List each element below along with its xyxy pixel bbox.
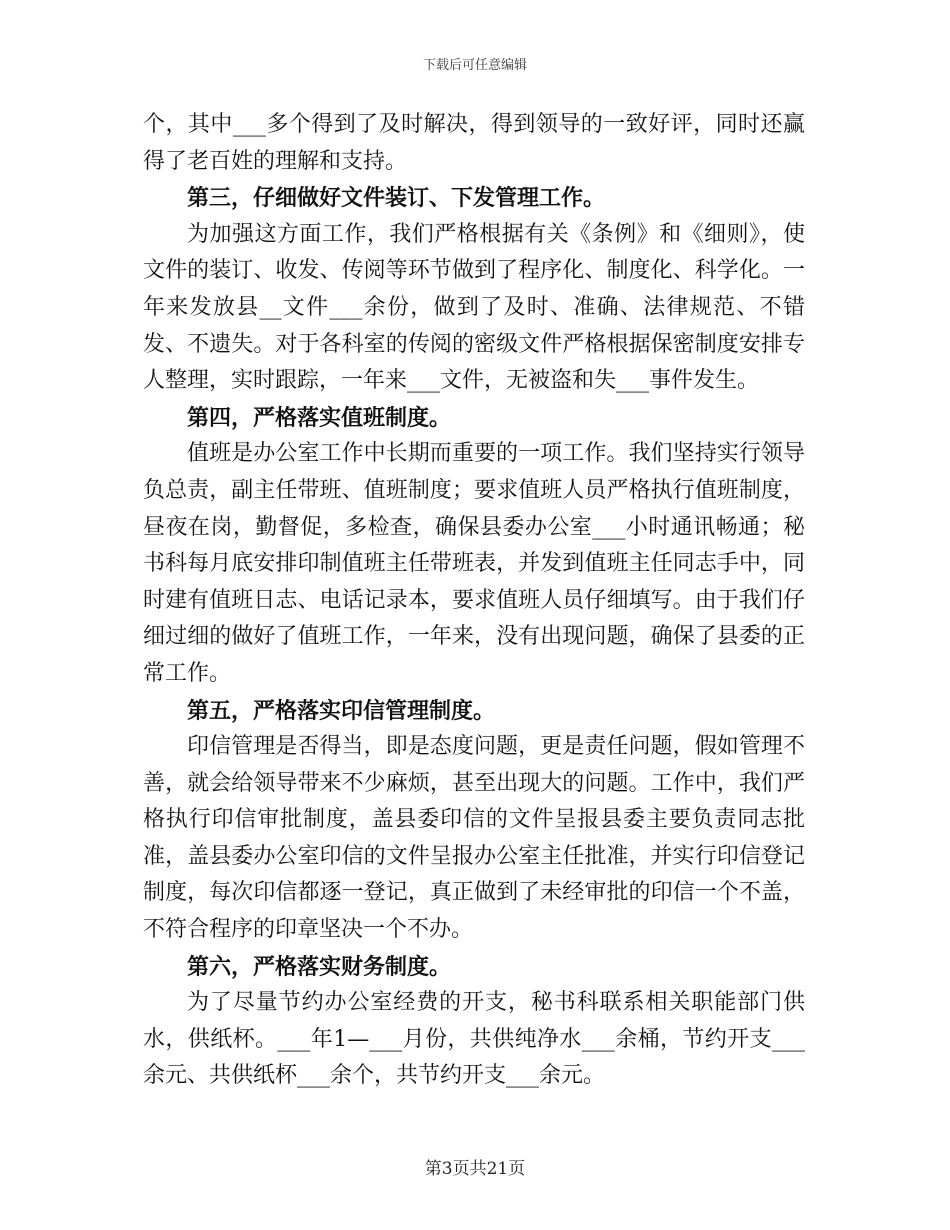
paragraph-finance: 为了尽量节约办公室经费的开支，秘书科联系相关职能部门供水，供纸杯。___年1—___月份，共供纯净水___余桶，节约开支___余元、共供纸杯___余个，共节约开支___余元。 (143, 990, 805, 1089)
document-body (143, 107, 805, 1095)
paragraph-continuation: 个，其中___多个得到了及时解决，得到领导的一致好评，同时还赢得了老百姓的理解和支持。 (143, 112, 805, 174)
section-heading-3: 第三，仔细做好文件装订、下发管理工作。 (187, 185, 606, 212)
paragraph-seal: 印信管理是否得当，即是态度问题，更是责任问题，假如管理不善，就会给领导带来不少麻烦，甚至出现大的问题。工作中，我们严格执行印信审批制度，盖县委印信的文件呈报县委主要负责同志批准，盖县委办公室印信的文件呈报办公室主任批准，并实行印信登记制度，每次印信都逐一登记，真正做到了未经审批的印信一个不盖，不符合程序的印章坚决一个不办。 (143, 734, 805, 943)
section-heading-6: 第六，严格落实财务制度。 (187, 953, 452, 980)
section-heading-4: 第四，严格落实值班制度。 (187, 404, 452, 431)
page-header: 下载后可任意编辑 (422, 58, 527, 73)
paragraph-duty: 值班是办公室工作中长期而重要的一项工作。我们坚持实行领导负总责，副主任带班、值班制度；要求值班人员严格执行值班制度，昼夜在岗，勤督促，多检查，确保县委办公室___小时通讯畅通；秘书科每月底安排印制值班主任带班表，并发到值班主任同志手中，同时建有值班日志、电话记录本，要求值班人员仔细填写。由于我们仔细过细的做好了值班工作，一年来，没有出现问题，确保了县委的正常工作。 (143, 441, 805, 686)
page-number: 第3页共21页 (424, 1159, 526, 1179)
paragraph-documents: 为加强这方面工作，我们严格根据有关《条例》和《细则》，使文件的装订、收发、传阅等环节做到了程序化、制度化、科学化。一年来发放县__文件___余份，做到了及时、准确、法律规范、不错发、不遗失。对于各科室的传阅的密级文件严格根据保密制度安排专人整理，实时跟踪，一年来___文件，无被盗和失___事件发生。 (143, 221, 805, 394)
section-heading-5: 第五，严格落实印信管理制度。 (187, 697, 496, 724)
